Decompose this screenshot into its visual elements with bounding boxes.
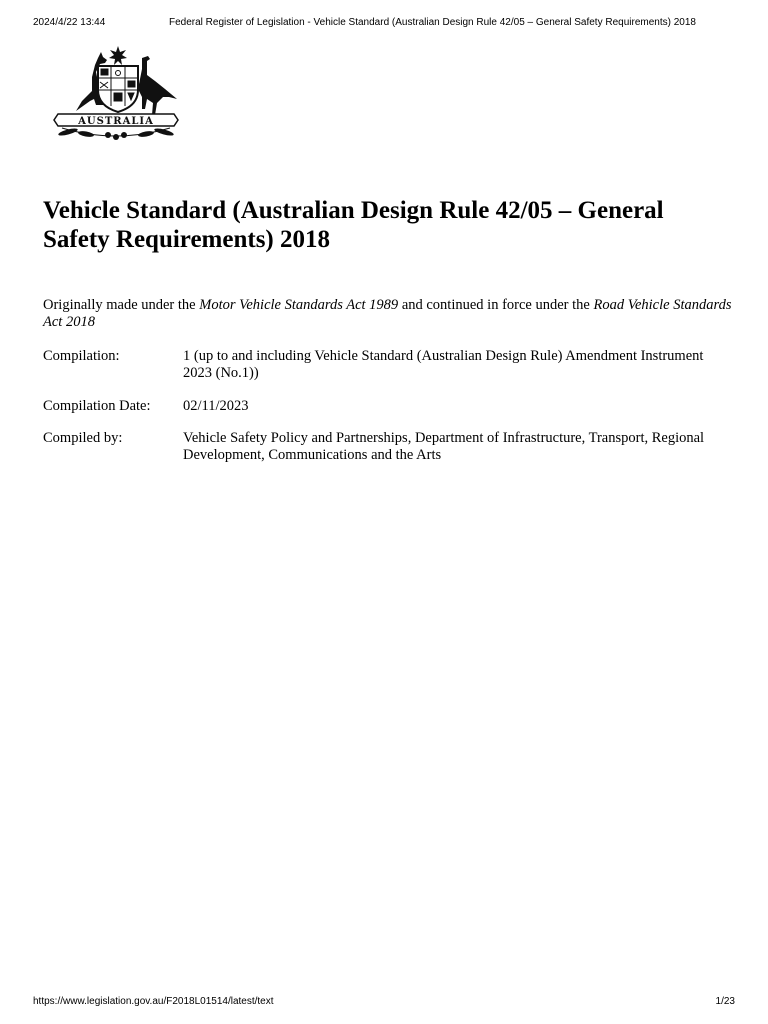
detail-value: Vehicle Safety Policy and Partnerships, Department of Infrastructure, Transport, Regional Development, Communications and the Arts: [183, 430, 705, 463]
detail-value: 02/11/2023: [183, 398, 249, 414]
print-datetime: 2024/4/22 13:44: [33, 17, 106, 28]
star-icon: [109, 46, 127, 65]
print-header: [33, 17, 735, 31]
intro-middle: and continued in force under the: [398, 297, 594, 313]
print-url: https://www.legislation.gov.au/F2018L01514/latest/text: [33, 996, 274, 1007]
document-title: Vehicle Standard (Australian Design Rule 42/05 – General Safety Requirements) 2018: [43, 197, 664, 253]
detail-row-compilation: [43, 348, 733, 398]
detail-row-compilation-date: [43, 398, 733, 430]
page-number: 1/23: [715, 996, 735, 1007]
crest-label: AUSTRALIA: [78, 116, 154, 127]
document-intro: [43, 297, 733, 331]
detail-value: 1 (up to and including Vehicle Standard (Australian Design Rule) Amendment Instrument 2023 (No.1)): [183, 348, 704, 381]
emu-icon: [138, 56, 177, 115]
detail-label: Compilation Date:: [43, 398, 151, 414]
detail-label: Compiled by:: [43, 430, 123, 446]
act-name-road-vehicle: Road Vehicle Standards Act 2018: [43, 297, 732, 330]
intro-prefix: Originally made under the: [43, 297, 200, 313]
coat-of-arms-logo: [46, 44, 186, 142]
compilation-details: [43, 348, 733, 470]
print-footer: [33, 996, 735, 1010]
detail-label: Compilation:: [43, 348, 120, 364]
print-page-title: Federal Register of Legislation - Vehicle Standard (Australian Design Rule 42/05 – General Safety Requirements) 2018: [169, 17, 696, 28]
detail-row-compiled-by: [43, 430, 733, 470]
wattle-icon: [58, 127, 175, 140]
act-name-motor-vehicle: Motor Vehicle Standards Act 1989: [199, 297, 399, 313]
